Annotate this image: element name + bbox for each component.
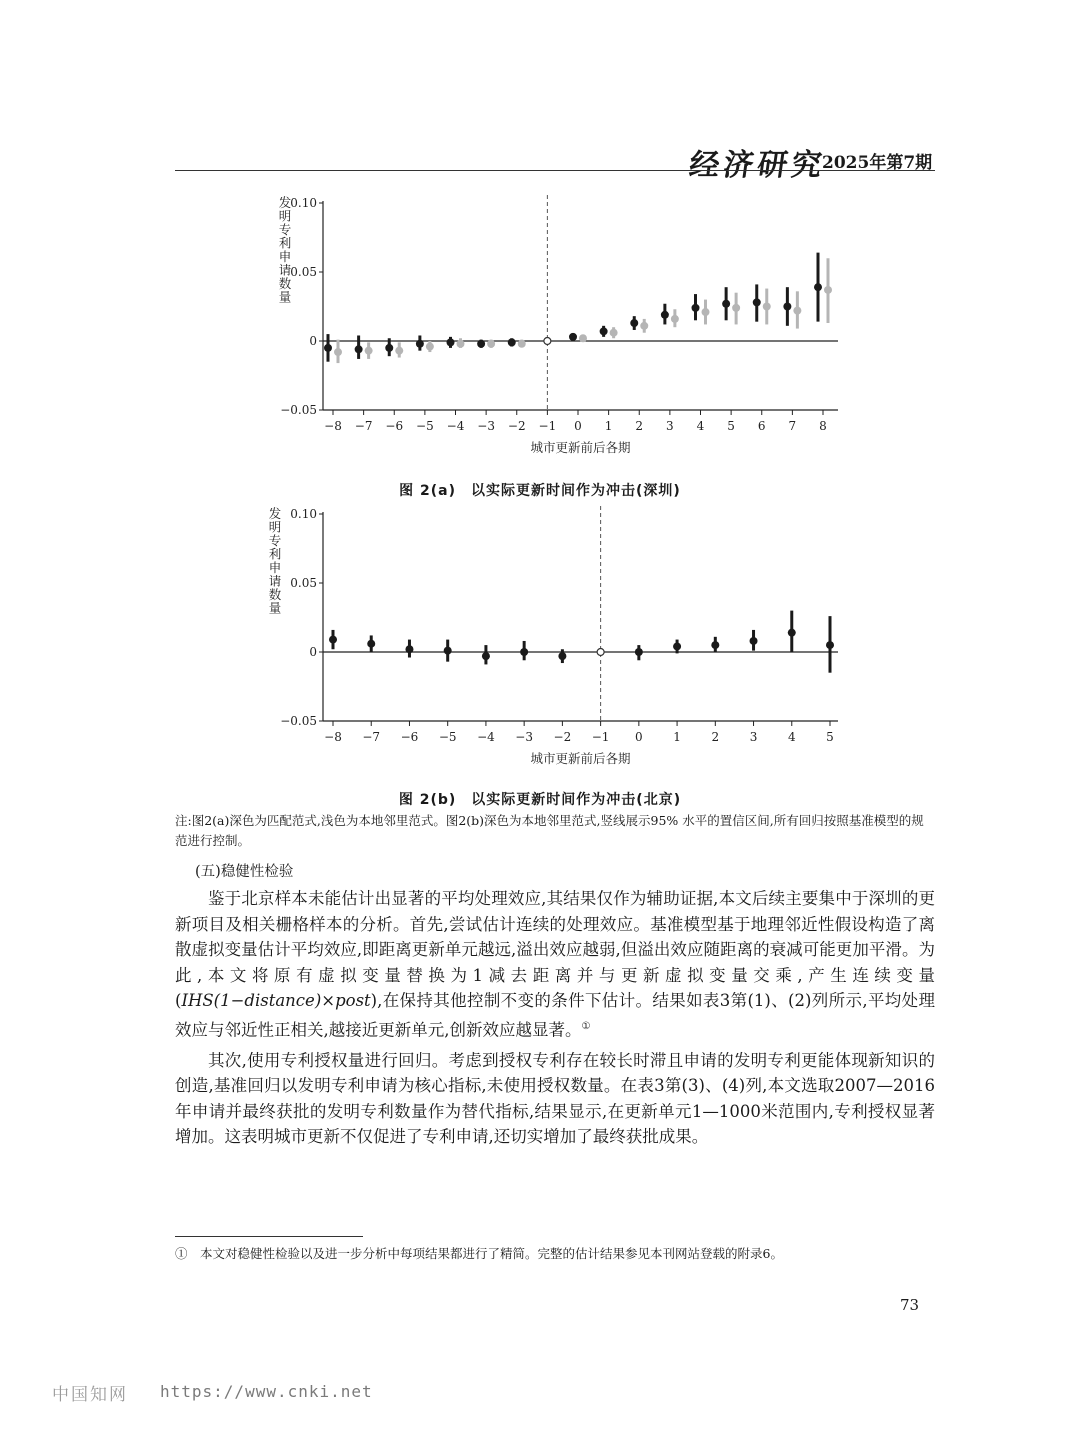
y-tick-label: −0.05	[280, 403, 317, 417]
point-estimate	[824, 286, 832, 294]
x-tick-label: −4	[477, 730, 495, 744]
point-estimate	[457, 340, 465, 348]
x-tick-label: 4	[787, 730, 796, 744]
point-estimate	[334, 348, 342, 356]
x-tick-label: 3	[749, 730, 758, 744]
y-tick-label: 0	[309, 334, 317, 348]
x-tick-label: 1	[604, 419, 613, 433]
section-heading: (五)稳健性检验	[195, 864, 294, 880]
footnote-rule	[175, 1236, 363, 1237]
point-estimate	[732, 304, 740, 312]
point-estimate	[324, 344, 332, 352]
x-tick-label: 1	[673, 730, 681, 744]
point-estimate	[814, 283, 822, 291]
x-tick-label: 3	[666, 419, 674, 433]
x-tick-label: −5	[416, 419, 434, 433]
point-estimate	[385, 344, 393, 352]
point-estimate	[702, 308, 710, 316]
point-estimate	[753, 298, 761, 306]
y-tick-label: 0	[309, 645, 317, 659]
cnki-watermark: 中国知网	[52, 1385, 128, 1405]
x-tick-label: −8	[324, 419, 342, 433]
y-axis-label-char: 申	[268, 560, 282, 575]
figure-2a-caption: 图 2(a) 以实际更新时间作为冲击(深圳)	[399, 483, 681, 499]
y-axis-label-char: 数	[278, 276, 292, 291]
point-estimate	[763, 303, 771, 311]
point-estimate	[600, 327, 608, 335]
y-axis-label-char: 利	[268, 546, 282, 562]
x-tick-label: 5	[826, 730, 834, 744]
y-axis-label-char: 请	[268, 573, 282, 589]
x-tick-label: −5	[438, 730, 457, 744]
point-estimate	[569, 333, 577, 341]
point-estimate	[367, 640, 375, 648]
point-estimate	[447, 338, 455, 346]
point-estimate	[711, 641, 719, 649]
y-axis-label-char: 发	[268, 506, 282, 521]
point-estimate	[673, 642, 681, 650]
point-estimate	[793, 307, 801, 315]
x-tick-label: −2	[553, 730, 572, 744]
y-axis-label-char: 明	[278, 208, 292, 224]
point-estimate	[750, 637, 758, 645]
x-tick-label: 0	[635, 730, 643, 744]
y-axis-label-char: 量	[268, 600, 282, 616]
x-tick-label: 8	[819, 419, 827, 433]
y-axis-label-char: 专	[278, 222, 292, 237]
figure-2b-caption: 图 2(b) 以实际更新时间作为冲击(北京)	[398, 792, 682, 808]
point-estimate	[783, 303, 791, 311]
figure-2b-chart	[0, 497, 1080, 787]
x-tick-label: −7	[354, 419, 373, 433]
point-estimate	[826, 641, 834, 649]
y-axis-label-char: 申	[278, 249, 292, 264]
figure-2a-chart	[0, 185, 1080, 475]
point-estimate	[520, 648, 528, 656]
y-axis-label-char: 明	[268, 519, 282, 535]
point-estimate	[671, 315, 679, 323]
journal-name: 经济研究	[687, 148, 828, 183]
header-rule	[175, 170, 935, 171]
x-axis-label: 城市更新前后各期	[530, 440, 631, 455]
paragraph-2: 其次,使用专利授权量进行回归。考虑到授权专利存在较长时滞且申请的发明专利更能体现新知识的创造,基准回归以发明专利申请为核心指标,未使用授权数量。在表3第(3)、(4)列,本文选取2007—2016年申请并最终获批的发明专利数量作为替代指标,结果显示,在更新单元1—1000米范围内,专利授权显著增加。这表明城市更新不仅促进了专利申请,还切实增加了最终获批成果。	[175, 1050, 935, 1146]
x-tick-label: −1	[538, 419, 557, 433]
y-tick-label: 0.10	[290, 196, 317, 210]
cnki-url[interactable]: https://www.cnki.net	[160, 1382, 373, 1401]
reference-point	[544, 338, 551, 345]
point-estimate	[487, 340, 495, 348]
x-tick-label: 2	[711, 730, 720, 744]
x-tick-label: −2	[507, 419, 526, 433]
page-number: 73	[900, 1296, 920, 1314]
point-estimate	[355, 345, 363, 353]
x-tick-label: −7	[362, 730, 381, 744]
x-tick-label: 4	[696, 419, 705, 433]
y-tick-label: −0.05	[280, 714, 317, 728]
point-estimate	[640, 322, 648, 330]
point-estimate	[482, 652, 490, 660]
point-estimate	[722, 300, 730, 308]
x-tick-label: −3	[477, 419, 495, 433]
x-tick-label: 5	[727, 419, 735, 433]
point-estimate	[788, 629, 796, 637]
point-estimate	[692, 304, 700, 312]
point-estimate	[630, 319, 638, 327]
x-tick-label: −1	[591, 730, 610, 744]
point-estimate	[558, 652, 566, 660]
point-estimate	[610, 329, 618, 337]
footnote-text: ① 本文对稳健性检验以及进一步分析中每项结果都进行了精简。完整的估计结果参见本刊网站登载的附录6。	[175, 1246, 783, 1261]
x-tick-label: 7	[788, 419, 797, 433]
issue-label: 2025年第7期	[822, 153, 933, 173]
x-tick-label: −6	[400, 730, 419, 744]
point-estimate	[508, 338, 516, 346]
point-estimate	[426, 343, 434, 351]
point-estimate	[579, 334, 587, 342]
point-estimate	[635, 648, 643, 656]
point-estimate	[518, 340, 526, 348]
y-axis-label-char: 请	[278, 262, 292, 278]
y-axis-label-char: 利	[278, 235, 292, 251]
point-estimate	[365, 347, 373, 355]
x-axis-label: 城市更新前后各期	[530, 751, 631, 766]
y-axis-label-char: 发	[278, 195, 292, 210]
x-tick-label: −3	[515, 730, 534, 744]
paragraph-1-post: ),在保持其他控制不变的条件下估计。结果如表3第(1)、(2)列所示,平均处理效应与邻近性正相关,越接近更新单元,创新效应越显著。	[175, 991, 935, 1039]
point-estimate	[395, 347, 403, 355]
point-estimate	[329, 636, 337, 644]
point-estimate	[405, 645, 413, 653]
x-tick-label: 6	[757, 419, 766, 433]
reference-point	[597, 649, 604, 656]
point-estimate	[661, 311, 669, 319]
point-estimate	[444, 647, 452, 655]
paragraph-1-formula: IHS(1−distance)×post	[181, 991, 371, 1010]
body-text	[175, 886, 935, 1150]
y-tick-label: 0.10	[290, 507, 317, 521]
x-tick-label: 2	[635, 419, 644, 433]
footnote-mark[interactable]: ①	[581, 1020, 591, 1032]
x-tick-label: −4	[446, 419, 465, 433]
x-tick-label: 0	[574, 419, 582, 433]
x-tick-label: −6	[385, 419, 404, 433]
y-axis-label-char: 专	[268, 533, 282, 548]
paragraph-1-pre: 鉴于北京样本未能估计出显著的平均处理效应,其结果仅作为辅助证据,本文后续主要集中于深圳的更新项目及相关栅格样本的分析。首先,尝试估计连续的处理效应。基准模型基于地理邻近性假设构造了离散虚拟变量估计平均效应,即距离更新单元越远,溢出效应越弱,但溢出效应随距离的衰减可能更加平滑。为此,本文将原有虚拟变量替换为1减去距离并与更新虚拟变量交乘,产生连续变量(	[175, 889, 935, 1010]
figure-note: 注:图2(a)深色为匹配范式,浅色为本地邻里范式。图2(b)深色为本地邻里范式,竖线展示95% 水平的置信区间,所有回归按照基准模型的规范进行控制。	[175, 813, 924, 848]
x-tick-label: −8	[324, 730, 342, 744]
y-tick-label: 0.05	[290, 265, 317, 279]
point-estimate	[416, 340, 424, 348]
y-axis-label-char: 数	[268, 587, 282, 602]
paragraph-1	[175, 886, 935, 1043]
point-estimate	[477, 340, 485, 348]
y-axis-label-char: 量	[278, 289, 292, 305]
y-tick-label: 0.05	[290, 576, 317, 590]
